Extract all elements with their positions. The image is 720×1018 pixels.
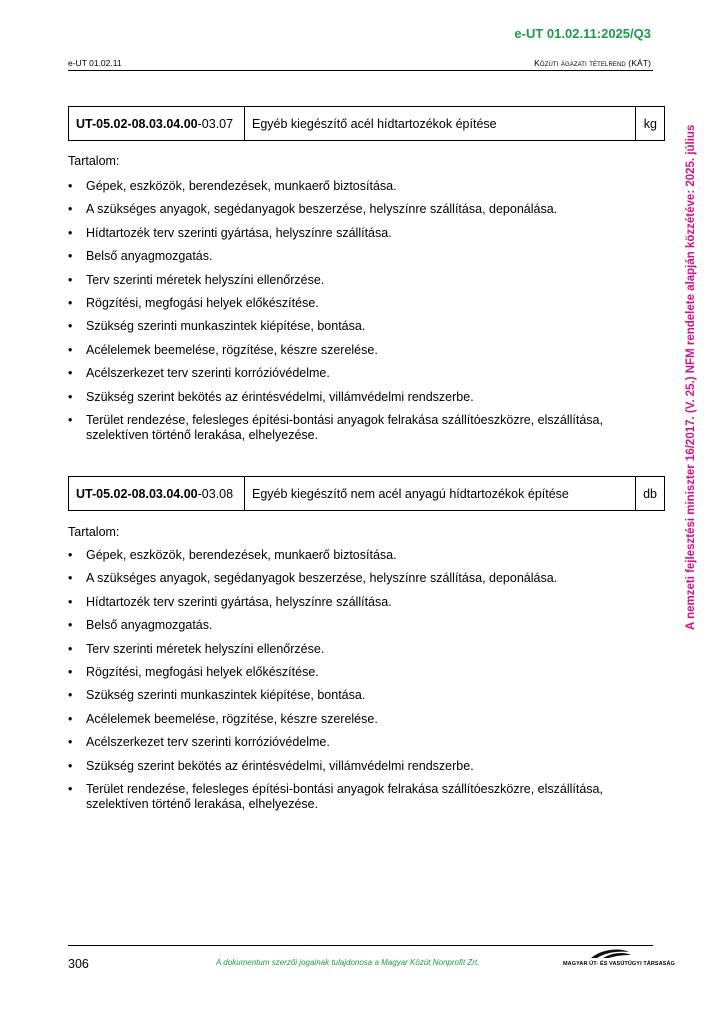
bullet-icon: •: [68, 412, 73, 427]
item-code-main: UT-05.02-08.03.04.00: [76, 486, 198, 501]
item-table-2: [68, 476, 665, 511]
item-unit: db: [636, 477, 665, 511]
list-item: • Szükség szerinti munkaszintek kiépítése, bontása.: [68, 319, 366, 334]
list-item: • Belső anyagmozgatás.: [68, 249, 213, 264]
copyright-notice: A dokumentum szerzői jogainak tulajdonosa a Magyar Közút Nonprofit Zrt.: [216, 958, 480, 967]
bullet-icon: •: [68, 319, 73, 334]
item-code-suffix: -03.07: [197, 116, 234, 131]
list-item: • A szükséges anyagok, segédanyagok beszerzése, helyszínre szállítása, deponálása.: [68, 571, 558, 586]
bullet-icon: •: [68, 548, 73, 562]
list-item: • Acélelemek beemelése, rögzítése, készre szerelése.: [68, 342, 378, 357]
item-unit: kg: [636, 107, 665, 141]
document-code: e-UT 01.02.11:2025/Q3: [514, 26, 651, 41]
bullet-icon: •: [68, 342, 73, 357]
contents-list-1: [68, 179, 648, 451]
list-item: • Acélszerkezet terv szerinti korrózióvédelme.: [68, 366, 330, 381]
bullet-icon: •: [68, 781, 73, 796]
header-left: e-UT 01.02.11: [68, 58, 122, 68]
list-item: • A szükséges anyagok, segédanyagok beszerzése, helyszínre szállítása, deponálása.: [68, 202, 558, 217]
publication-side-note: A nemzeti fejlesztési miniszter 16/2017. (V. 25.) NFM rendelete alapján közzétéve: 2025. július: [685, 124, 697, 630]
item-title: Egyéb kiegészítő nem acél anyagú hídtartozékok építése: [245, 477, 636, 511]
contents-label: Tartalom:: [68, 525, 120, 539]
list-item: • Rögzítési, megfogási helyek előkészítése.: [68, 295, 319, 310]
bullet-icon: •: [68, 641, 73, 656]
list-item: • Szükség szerint bekötés az érintésvédelmi, villámvédelmi rendszerbe.: [68, 389, 474, 404]
list-item: • Terület rendezése, felesleges építési-bontási anyagok felrakása szállítóeszközre, elszállítása, szelektíven történő lerakása, elhelyezése.: [68, 781, 603, 811]
list-item: • Gépek, eszközök, berendezések, munkaerő biztosítása.: [68, 548, 397, 562]
contents-label: Tartalom:: [68, 154, 120, 168]
item-code-suffix: -03.08: [197, 486, 234, 501]
bullet-icon: •: [68, 758, 73, 773]
bullet-icon: •: [68, 618, 73, 633]
list-item: • Szükség szerint bekötés az érintésvédelmi, villámvédelmi rendszerbe.: [68, 758, 474, 773]
list-item: • Hídtartozék terv szerinti gyártása, helyszínre szállítása.: [68, 594, 392, 609]
list-item: • Hídtartozék terv szerinti gyártása, helyszínre szállítása.: [68, 225, 392, 240]
bullet-icon: •: [68, 272, 73, 287]
list-item: • Terv szerinti méretek helyszíni ellenőrzése.: [68, 272, 325, 287]
bullet-icon: •: [68, 688, 73, 703]
list-item: • Szükség szerinti munkaszintek kiépítése, bontása.: [68, 688, 366, 703]
bullet-icon: •: [68, 295, 73, 310]
list-item: • Gépek, eszközök, berendezések, munkaerő biztosítása.: [68, 179, 397, 193]
list-item: • Terület rendezése, felesleges építési-bontási anyagok felrakása szállítóeszközre, elszállítása, szelektíven történő lerakása, elhelyezése.: [68, 412, 603, 442]
bullet-icon: •: [68, 225, 73, 240]
header-right: Közúti ágazati tételrend (KÁT): [534, 58, 651, 68]
list-item: • Terv szerinti méretek helyszíni ellenőrzése.: [68, 641, 325, 656]
item-code: [69, 477, 245, 511]
bullet-icon: •: [68, 389, 73, 404]
item-table-1: [68, 106, 665, 141]
item-title: Egyéb kiegészítő acél hídtartozékok építése: [245, 107, 636, 141]
page-number: 306: [68, 957, 89, 971]
item-code: [69, 107, 245, 141]
bullet-icon: •: [68, 664, 73, 679]
contents-list-2: [68, 548, 648, 820]
logo-text: MAGYAR ÚT- ÉS VASÚTÜGYI TÁRSASÁG: [563, 961, 675, 967]
bullet-icon: •: [68, 249, 73, 264]
list-item: • Acélszerkezet terv szerinti korrózióvédelme.: [68, 735, 330, 750]
list-item: • Rögzítési, megfogási helyek előkészítése.: [68, 664, 319, 679]
bullet-icon: •: [68, 594, 73, 609]
bullet-icon: •: [68, 366, 73, 381]
bullet-icon: •: [68, 202, 73, 217]
list-item: • Acélelemek beemelése, rögzítése, készre szerelése.: [68, 711, 378, 726]
header-rule: [68, 70, 653, 71]
bullet-icon: •: [68, 179, 73, 193]
bullet-icon: •: [68, 571, 73, 586]
item-code-main: UT-05.02-08.03.04.00: [76, 116, 198, 131]
list-item: • Belső anyagmozgatás.: [68, 618, 213, 633]
bullet-icon: •: [68, 735, 73, 750]
bullet-icon: •: [68, 711, 73, 726]
